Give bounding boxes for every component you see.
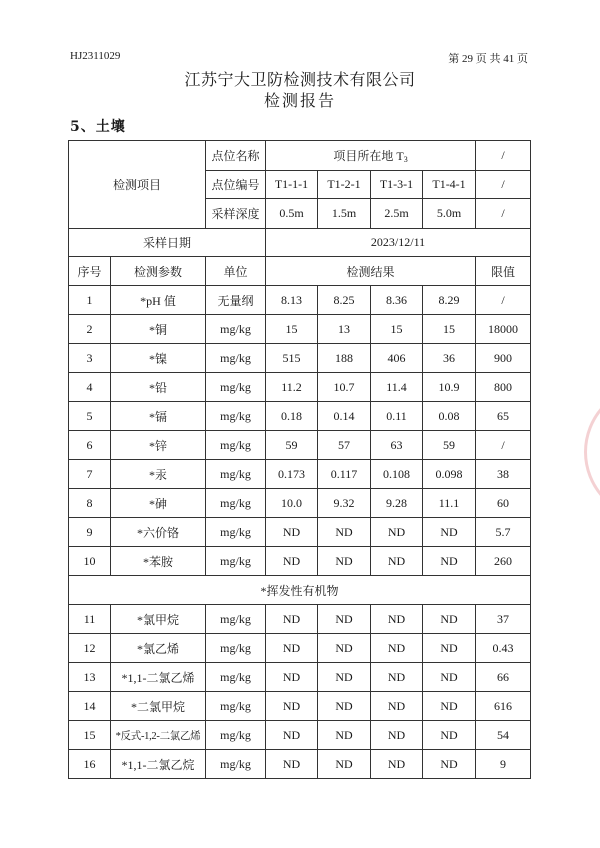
sampling-date-value: 2023/12/11	[266, 229, 531, 257]
sampling-date-label: 采样日期	[69, 229, 266, 257]
table-row	[69, 547, 531, 576]
limit-value: 900	[476, 344, 531, 373]
row-number: 15	[69, 721, 111, 750]
result-value: 8.25	[318, 286, 371, 315]
table-row	[69, 460, 531, 489]
result-value: ND	[371, 518, 423, 547]
unit-cell: mg/kg	[206, 605, 266, 634]
result-value: 188	[318, 344, 371, 373]
result-value: ND	[371, 692, 423, 721]
point-name-value	[266, 141, 476, 171]
row-number: 12	[69, 634, 111, 663]
row-number: 11	[69, 605, 111, 634]
result-value: ND	[266, 547, 318, 576]
result-value: ND	[371, 663, 423, 692]
row-number: 9	[69, 518, 111, 547]
result-value: 0.098	[423, 460, 476, 489]
table-row	[69, 286, 531, 315]
row-number: 14	[69, 692, 111, 721]
parameter-name: *汞	[111, 460, 206, 489]
table-row	[69, 692, 531, 721]
result-value: 57	[318, 431, 371, 460]
point-name-limit: /	[476, 141, 531, 171]
row-number: 1	[69, 286, 111, 315]
row-number: 13	[69, 663, 111, 692]
seal-stamp	[584, 384, 600, 520]
parameter-name: *1,1-二氯乙烷	[111, 750, 206, 779]
seal-stamp-clip	[582, 380, 600, 530]
result-value: ND	[423, 663, 476, 692]
table-row	[69, 605, 531, 634]
unit-cell: mg/kg	[206, 518, 266, 547]
result-value: ND	[371, 634, 423, 663]
row-number: 2	[69, 315, 111, 344]
parameter-name: *铜	[111, 315, 206, 344]
limit-value: 616	[476, 692, 531, 721]
limit-value: 54	[476, 721, 531, 750]
table-row	[69, 634, 531, 663]
row-number: 6	[69, 431, 111, 460]
row-number: 4	[69, 373, 111, 402]
depth-label: 采样深度	[206, 199, 266, 229]
limit-value: 66	[476, 663, 531, 692]
result-value: 8.36	[371, 286, 423, 315]
result-value: 0.108	[371, 460, 423, 489]
result-value: ND	[423, 721, 476, 750]
result-value: ND	[423, 518, 476, 547]
group-row	[69, 576, 531, 605]
limit-value: 5.7	[476, 518, 531, 547]
column-header-limit: 限值	[476, 257, 531, 286]
parameter-name: *苯胺	[111, 547, 206, 576]
result-value: ND	[423, 634, 476, 663]
result-value: ND	[318, 750, 371, 779]
result-value: 9.32	[318, 489, 371, 518]
result-value: 15	[371, 315, 423, 344]
result-value: 59	[423, 431, 476, 460]
unit-cell: mg/kg	[206, 460, 266, 489]
result-value: 11.2	[266, 373, 318, 402]
result-value: 8.13	[266, 286, 318, 315]
result-value: 10.7	[318, 373, 371, 402]
column-header-unit: 单位	[206, 257, 266, 286]
unit-cell: mg/kg	[206, 721, 266, 750]
parameter-name: *二氯甲烷	[111, 692, 206, 721]
result-value: ND	[266, 721, 318, 750]
row-number: 16	[69, 750, 111, 779]
result-value: ND	[318, 605, 371, 634]
point-id-cell: T1-2-1	[318, 171, 371, 199]
unit-cell: mg/kg	[206, 692, 266, 721]
table-row	[69, 489, 531, 518]
result-value: 15	[266, 315, 318, 344]
depth-cell: 2.5m	[371, 199, 423, 229]
table-row	[69, 373, 531, 402]
parameter-name: *氯乙烯	[111, 634, 206, 663]
limit-value: 65	[476, 402, 531, 431]
column-header-no: 序号	[69, 257, 111, 286]
report-number: HJ2311029	[70, 50, 121, 62]
point-name-label: 点位名称	[206, 141, 266, 171]
unit-cell: mg/kg	[206, 547, 266, 576]
result-value: ND	[266, 692, 318, 721]
unit-cell: mg/kg	[206, 373, 266, 402]
unit-cell: mg/kg	[206, 315, 266, 344]
parameter-name: *砷	[111, 489, 206, 518]
soil-test-table	[68, 140, 531, 779]
depth-cell: 1.5m	[318, 199, 371, 229]
result-value: 63	[371, 431, 423, 460]
unit-cell: mg/kg	[206, 344, 266, 373]
report-title: 检测报告	[263, 91, 336, 110]
limit-value: /	[476, 431, 531, 460]
limit-value: 37	[476, 605, 531, 634]
parameter-name: *锌	[111, 431, 206, 460]
limit-value: 0.43	[476, 634, 531, 663]
result-value: ND	[318, 518, 371, 547]
unit-cell: mg/kg	[206, 489, 266, 518]
result-value: ND	[318, 663, 371, 692]
unit-cell: mg/kg	[206, 634, 266, 663]
point-id-cell: T1-1-1	[266, 171, 318, 199]
limit-value: /	[476, 286, 531, 315]
point-name-text: 项目所在地 T	[333, 149, 404, 163]
table-row	[69, 431, 531, 460]
parameter-name: *pH 值	[111, 286, 206, 315]
result-value: 515	[266, 344, 318, 373]
parameter-name: *六价铬	[111, 518, 206, 547]
row-number: 7	[69, 460, 111, 489]
row-number: 5	[69, 402, 111, 431]
result-value: 0.18	[266, 402, 318, 431]
company-name: 江苏宁大卫防检测技术有限公司	[184, 70, 416, 89]
result-value: 13	[318, 315, 371, 344]
result-value: ND	[318, 634, 371, 663]
point-name-row	[69, 141, 531, 171]
table-row	[69, 402, 531, 431]
result-value: ND	[266, 634, 318, 663]
limit-value: 60	[476, 489, 531, 518]
result-value: 10.9	[423, 373, 476, 402]
row-number: 3	[69, 344, 111, 373]
row-number: 10	[69, 547, 111, 576]
result-value: ND	[423, 547, 476, 576]
result-value: 59	[266, 431, 318, 460]
limit-value: 260	[476, 547, 531, 576]
table-row	[69, 750, 531, 779]
point-id-limit: /	[476, 171, 531, 199]
limit-value: 18000	[476, 315, 531, 344]
result-value: ND	[266, 750, 318, 779]
result-value: ND	[423, 692, 476, 721]
unit-cell: 无量纲	[206, 286, 266, 315]
result-value: 0.173	[266, 460, 318, 489]
result-value: ND	[371, 721, 423, 750]
result-value: ND	[371, 605, 423, 634]
table-row	[69, 315, 531, 344]
depth-limit: /	[476, 199, 531, 229]
result-value: 0.117	[318, 460, 371, 489]
result-value: 11.1	[423, 489, 476, 518]
column-header-row	[69, 257, 531, 286]
result-value: ND	[318, 721, 371, 750]
section-heading: 5、土壤	[70, 119, 126, 135]
result-value: 0.14	[318, 402, 371, 431]
result-value: ND	[371, 547, 423, 576]
result-value: ND	[318, 692, 371, 721]
result-value: 8.29	[423, 286, 476, 315]
parameter-name: *镉	[111, 402, 206, 431]
result-value: 0.08	[423, 402, 476, 431]
table-row	[69, 721, 531, 750]
page-indicator: 第 29 页 共 41 页	[448, 53, 528, 65]
result-value: ND	[266, 663, 318, 692]
result-value: ND	[266, 605, 318, 634]
parameter-name: *氯甲烷	[111, 605, 206, 634]
table-row	[69, 663, 531, 692]
row-number: 8	[69, 489, 111, 518]
unit-cell: mg/kg	[206, 750, 266, 779]
unit-cell: mg/kg	[206, 431, 266, 460]
depth-cell: 0.5m	[266, 199, 318, 229]
result-value: ND	[371, 750, 423, 779]
test-item-label: 检测项目	[69, 141, 206, 229]
result-value: 15	[423, 315, 476, 344]
point-id-label: 点位编号	[206, 171, 266, 199]
result-value: ND	[266, 518, 318, 547]
limit-value: 800	[476, 373, 531, 402]
result-value: 406	[371, 344, 423, 373]
result-value: ND	[423, 750, 476, 779]
column-header-result: 检测结果	[266, 257, 476, 286]
parameter-name: *反式-1,2-二氯乙烯	[111, 721, 206, 750]
table-row	[69, 344, 531, 373]
point-name-subscript: 3	[403, 155, 408, 164]
parameter-name: *1,1-二氯乙烯	[111, 663, 206, 692]
unit-cell: mg/kg	[206, 402, 266, 431]
limit-value: 9	[476, 750, 531, 779]
sampling-date-row	[69, 229, 531, 257]
result-value: 11.4	[371, 373, 423, 402]
unit-cell: mg/kg	[206, 663, 266, 692]
group-label: *挥发性有机物	[69, 576, 531, 605]
limit-value: 38	[476, 460, 531, 489]
result-value: ND	[318, 547, 371, 576]
point-id-cell: T1-4-1	[423, 171, 476, 199]
result-value: 0.11	[371, 402, 423, 431]
result-value: 10.0	[266, 489, 318, 518]
column-header-param: 检测参数	[111, 257, 206, 286]
depth-cell: 5.0m	[423, 199, 476, 229]
result-value: ND	[423, 605, 476, 634]
result-value: 36	[423, 344, 476, 373]
table-row	[69, 518, 531, 547]
parameter-name: *铅	[111, 373, 206, 402]
parameter-name: *镍	[111, 344, 206, 373]
result-value: 9.28	[371, 489, 423, 518]
point-id-cell: T1-3-1	[371, 171, 423, 199]
